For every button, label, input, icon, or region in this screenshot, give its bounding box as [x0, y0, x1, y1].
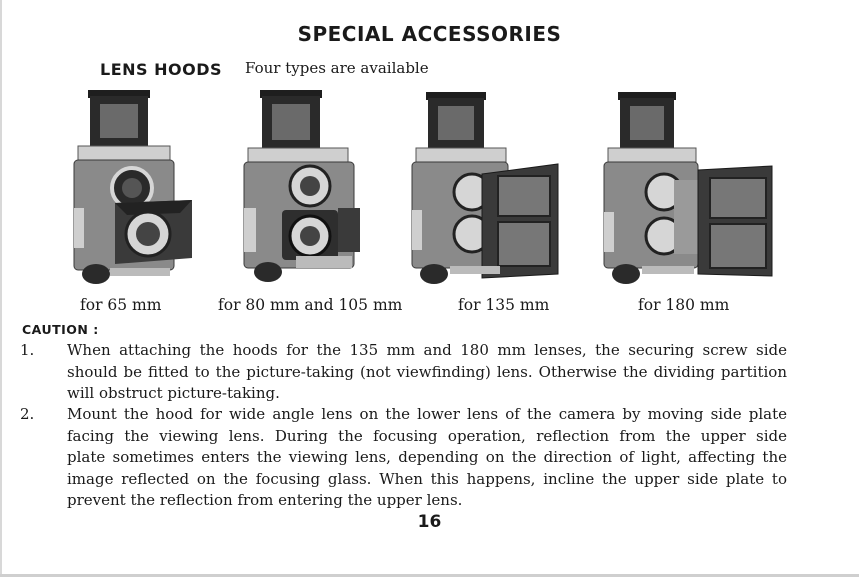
camera-photo-80-105mm [240, 88, 370, 288]
caution-label: CAUTION : [22, 322, 99, 337]
section-subheading: Four types are available [245, 59, 429, 77]
text-line: plate sometimes enters the viewing lens, depending on the direction of light, affecting the [67, 448, 787, 466]
camera-photo-65mm [70, 88, 200, 288]
camera-photo-135mm [410, 88, 570, 288]
text-line: Mount the hood for wide angle lens on the lower lens of the camera by moving side plate [67, 405, 787, 423]
caution-item-text [67, 404, 787, 512]
text-line: image reflected on the focusing glass. When this happens, incline the upper side plate to [67, 469, 787, 488]
text-line: should be fitted to the picture-taking (not viewfinding) lens. Otherwise the dividing partition [67, 362, 787, 381]
caution-item-number: 1. [20, 341, 35, 359]
section-heading-lens-hoods: LENS HOODS [100, 60, 223, 79]
caution-item-text [67, 340, 787, 405]
caution-item-number: 2. [20, 405, 35, 423]
page-edge-left [0, 0, 2, 577]
caption-80-105mm: for 80 mm and 105 mm [218, 296, 403, 314]
text-line: prevent the reflection from entering the upper lens. [67, 491, 463, 509]
text-line: When attaching the hoods for the 135 mm and 180 mm lenses, the securing screw side [67, 341, 787, 359]
text-line: facing the viewing lens. During the focusing operation, reflection from the upper side [67, 426, 787, 445]
page-title: SPECIAL ACCESSORIES [297, 22, 562, 46]
caption-180mm: for 180 mm [638, 296, 730, 314]
caption-65mm: for 65 mm [80, 296, 162, 314]
camera-photo-180mm [598, 88, 778, 288]
text-line: will obstruct picture-taking. [67, 384, 280, 402]
page-number: 16 [417, 512, 442, 532]
caption-135mm: for 135 mm [458, 296, 550, 314]
